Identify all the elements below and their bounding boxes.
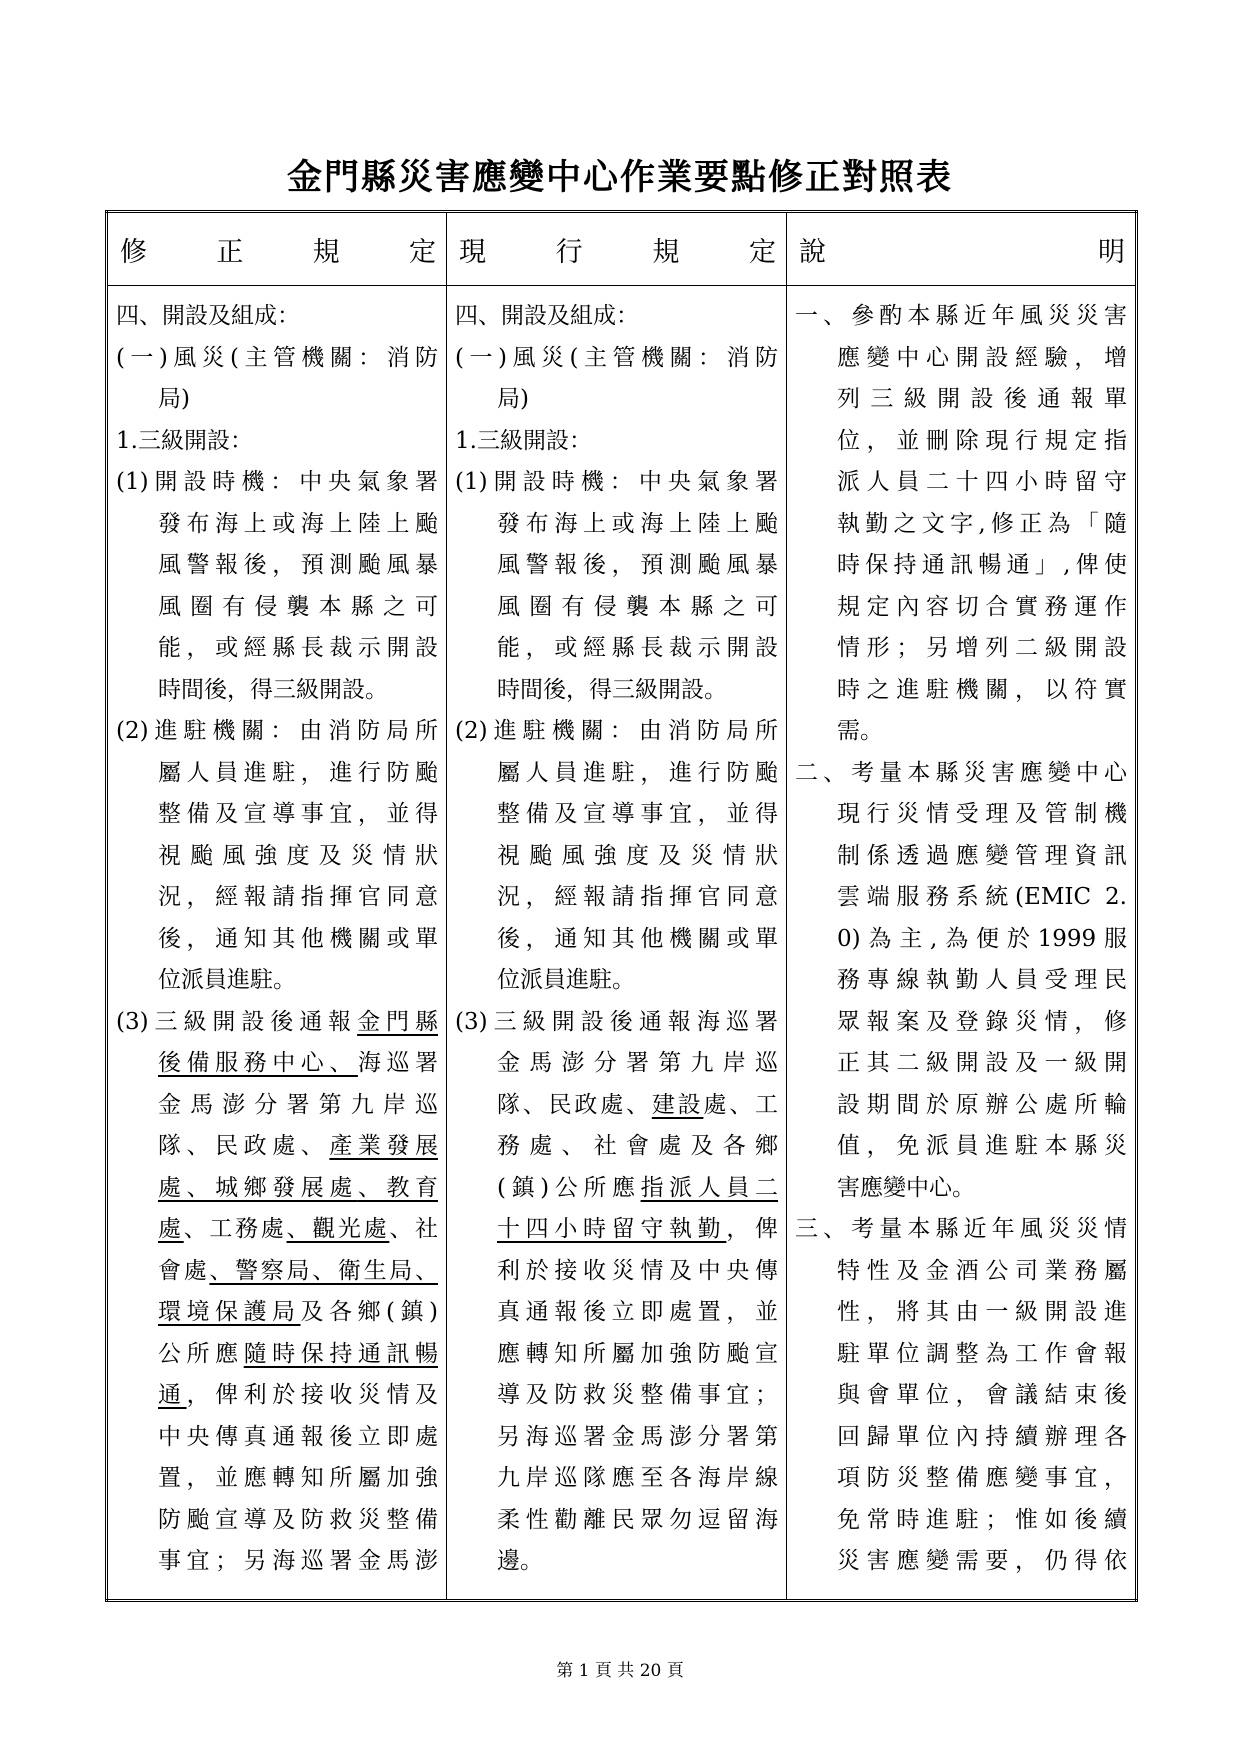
text-line [455, 1085, 778, 1127]
underlined-amendment: 指派人員二 [640, 1174, 778, 1201]
text-line [795, 1334, 1127, 1376]
text-line [455, 919, 778, 961]
text-line [455, 670, 778, 712]
text-line [116, 504, 438, 546]
content-row [107, 286, 1137, 1601]
text-line [116, 1168, 438, 1210]
text-run: 時保持通訊暢通」,俾使 [837, 552, 1127, 578]
underlined-amendment: 建設 [651, 1091, 704, 1118]
text-line [795, 1043, 1127, 1085]
text-line [116, 1085, 438, 1127]
text-line [116, 338, 438, 380]
text-line [455, 587, 778, 629]
text-line [116, 1417, 438, 1459]
text-run: 屬人員進駐，進行防颱 [158, 759, 438, 786]
text-line [455, 628, 778, 670]
text-line [795, 1458, 1127, 1500]
text-run: 金馬澎分署第九岸巡 [158, 1091, 438, 1118]
text-line [455, 1334, 778, 1376]
text-line [116, 753, 438, 795]
text-run: 會處 [158, 1257, 210, 1284]
text-run: 一、參酌本縣近年風災災害 [795, 303, 1127, 329]
text-line [795, 1375, 1127, 1417]
text-run: 駐單位調整為工作會報 [837, 1340, 1127, 1367]
text-run: 位派員進駐。 [158, 967, 296, 993]
text-line [795, 545, 1127, 587]
header-row [107, 212, 1137, 286]
text-run: 時間後，得三級開設。 [497, 676, 727, 703]
text-run: 中央傳真通報後立即處 [158, 1423, 438, 1450]
text-line [795, 1209, 1127, 1251]
text-line [455, 1209, 778, 1251]
text-line [455, 794, 778, 836]
page-title: 金門縣災害應變中心作業要點修正對照表 [286, 158, 953, 198]
text-run: (3)三級開設後通報海巡署 [455, 1008, 778, 1035]
text-run: 1.三級開設： [455, 427, 592, 454]
text-run: 金馬澎分署第九岸巡 [497, 1050, 778, 1076]
underlined-amendment: 金門縣 [357, 1008, 438, 1035]
text-run: 隊、民政處、 [158, 1133, 330, 1159]
underlined-amendment: 處、城鄉發展處 [158, 1174, 358, 1201]
underlined-amendment: 後備服務中心、 [158, 1050, 358, 1076]
text-run: (2)進駐機關：由消防局所 [455, 718, 778, 744]
text-run: 規定內容切合實務運作 [837, 593, 1127, 620]
text-line [455, 960, 778, 1002]
text-run: 雲端服務系統(EMIC 2. [837, 884, 1127, 910]
header-char: 明 [1098, 236, 1125, 268]
text-run: 三、考量本縣近年風災災情 [795, 1216, 1127, 1242]
text-run: 派人員二十四小時留守 [837, 469, 1127, 495]
header-note [787, 212, 1137, 286]
text-run: 位派員進駐。 [497, 967, 635, 993]
text-run: 風圈有侵襲本縣之可 [497, 593, 778, 620]
header-char: 規 [312, 236, 340, 268]
text-run: 四、開設及組成： [455, 303, 639, 329]
text-line [795, 1168, 1127, 1210]
underlined-amendment: 產業發展 [329, 1133, 438, 1159]
text-line [116, 462, 438, 504]
text-run: 四、開設及組成： [116, 303, 300, 329]
text-line [795, 1500, 1127, 1542]
text-run: 柔性勸離民眾勿逗留海 [497, 1506, 778, 1533]
text-run: 災害應變需要，仍得依 [837, 1548, 1127, 1574]
text-run: 務處、社會處及各鄉 [497, 1133, 778, 1159]
text-line [116, 1292, 438, 1334]
text-line [795, 1251, 1127, 1293]
header-char: 現 [459, 236, 486, 268]
text-run: 風警報後，預測颱風暴 [158, 552, 438, 578]
explanation-text [787, 286, 1135, 1583]
text-line [116, 379, 438, 421]
text-run: 能，或經縣長裁示開設 [158, 635, 438, 661]
underlined-amendment: 處 [158, 1216, 184, 1242]
underlined-amendment: 環境保護局 [158, 1299, 301, 1325]
text-run: 1.三級開設： [116, 427, 253, 454]
text-line [795, 960, 1127, 1002]
text-run: ，俾利於接收災情及 [186, 1382, 438, 1408]
text-run: 九岸巡隊應至各海岸線 [497, 1465, 778, 1491]
text-run: 列三級開設後通報單 [837, 386, 1127, 412]
text-line [116, 960, 438, 1002]
current-provisions-text [447, 286, 786, 1583]
header-char: 正 [216, 236, 244, 268]
text-run: 後，通知其他機關或單 [158, 925, 438, 952]
text-line [116, 670, 438, 712]
text-run: 務專線執勤人員受理民 [837, 967, 1127, 993]
text-run: 視颱風強度及災情狀 [497, 842, 778, 869]
text-run: 性，將其由一級開設進 [837, 1299, 1127, 1325]
underlined-amendment: 通 [158, 1382, 187, 1408]
text-run: 執勤之文字,修正為「隨 [837, 510, 1127, 537]
text-run: 害應變中心。 [837, 1174, 975, 1201]
header-revised [107, 212, 447, 286]
text-run: 情形；另增列二級開設 [837, 635, 1127, 661]
text-run: 現行災情受理及管制機 [837, 801, 1127, 827]
header-note-label [787, 213, 1135, 285]
text-line [455, 1375, 778, 1417]
header-char: 規 [652, 236, 680, 268]
text-run: 制係透過應變管理資訊 [837, 842, 1127, 869]
text-line [116, 587, 438, 629]
text-line [455, 338, 778, 380]
text-run: 應變中心開設經驗，增 [837, 344, 1127, 371]
text-line [116, 1209, 438, 1251]
text-line [116, 1126, 438, 1168]
text-run: 發布海上或海上陸上颱 [158, 510, 438, 537]
text-line [795, 379, 1127, 421]
text-run: 回歸單位內持續辦理各 [837, 1423, 1127, 1450]
text-run: 隊、民政處、 [497, 1091, 652, 1118]
revised-provisions-cell [107, 286, 447, 1601]
text-line [455, 379, 778, 421]
text-line [795, 711, 1127, 753]
header-revised-label [108, 213, 446, 285]
text-run: 眾報案及登錄災情，修 [837, 1008, 1127, 1035]
text-line [455, 421, 778, 463]
text-line [795, 628, 1127, 670]
text-run: (1)開設時機：中央氣象署 [455, 469, 778, 495]
text-line [455, 1126, 778, 1168]
text-run: 設期間於原辦公處所輪 [837, 1091, 1127, 1118]
text-run: 二、考量本縣災害應變中心 [795, 759, 1127, 786]
text-line [795, 670, 1127, 712]
text-run: 發布海上或海上陸上颱 [497, 510, 778, 537]
text-line [795, 1292, 1127, 1334]
text-run: 與會單位，會議結束後 [837, 1382, 1127, 1408]
text-run: 局) [158, 386, 190, 412]
text-run: 風警報後，預測颱風暴 [497, 552, 778, 578]
text-run: 免常時進駐；惟如後續 [837, 1506, 1127, 1533]
text-line [795, 919, 1127, 961]
text-run: (1)開設時機：中央氣象署 [116, 469, 438, 495]
text-line [455, 836, 778, 878]
text-line [455, 1500, 778, 1542]
text-line [116, 421, 438, 463]
text-run: 導及防救災整備事宜； [497, 1382, 778, 1408]
text-line [116, 1251, 438, 1293]
text-line [795, 1126, 1127, 1168]
text-run: (一)風災(主管機關：消防 [116, 344, 438, 371]
text-line [116, 1334, 438, 1376]
text-run: 利於接收災情及中央傳 [497, 1257, 778, 1284]
text-line [455, 1168, 778, 1210]
text-line [795, 1085, 1127, 1127]
text-line [455, 462, 778, 504]
text-run: 需。 [837, 718, 883, 744]
text-line [116, 1043, 438, 1085]
text-run: 公所應 [158, 1340, 244, 1367]
text-line [116, 711, 438, 753]
text-line [795, 1541, 1127, 1583]
text-run: 時間後，得三級開設。 [158, 676, 388, 703]
text-run: 視颱風強度及災情狀 [158, 842, 438, 869]
text-run: 處、工 [703, 1091, 778, 1118]
text-line [455, 1043, 778, 1085]
text-line [455, 1541, 778, 1583]
text-line [116, 836, 438, 878]
text-line [795, 1002, 1127, 1044]
underlined-amendment: 隨時保持通訊暢 [243, 1340, 438, 1367]
text-line [795, 296, 1127, 338]
header-current-label [447, 213, 786, 285]
text-run: 防颱宣導及防救災整備 [158, 1506, 438, 1533]
text-run: 能，或經縣長裁示開設 [497, 635, 778, 661]
text-line [116, 1002, 438, 1044]
text-run: ，俾 [726, 1216, 778, 1242]
header-char: 定 [748, 236, 776, 268]
text-run: 置，並應轉知所屬加強 [158, 1465, 438, 1491]
header-char: 修 [120, 236, 147, 268]
text-line [455, 753, 778, 795]
text-run: 及各鄉(鎮) [300, 1299, 438, 1325]
text-run: 應轉知所屬加強防颱宣 [497, 1340, 778, 1367]
header-char: 說 [799, 236, 826, 268]
text-line [116, 1541, 438, 1583]
text-line [795, 587, 1127, 629]
text-line [455, 504, 778, 546]
text-run: 項防災整備應變事宜， [837, 1465, 1127, 1491]
text-line [116, 919, 438, 961]
text-line [455, 711, 778, 753]
text-run: 風圈有侵襲本縣之可 [158, 593, 438, 620]
text-line [795, 421, 1127, 463]
text-line [116, 1458, 438, 1500]
text-line [795, 504, 1127, 546]
text-line [116, 1375, 438, 1417]
header-current [447, 212, 787, 286]
text-line [455, 1417, 778, 1459]
comparison-table [105, 210, 1138, 1602]
text-run: 真通報後立即處置，並 [497, 1299, 778, 1325]
text-line [116, 794, 438, 836]
underlined-amendment: 十四小時留守執勤 [497, 1216, 727, 1242]
underlined-amendment: 、教育 [357, 1174, 438, 1201]
text-run: 局) [497, 386, 529, 412]
text-line [795, 794, 1127, 836]
text-run: 正其二級開設及一級開 [837, 1050, 1127, 1076]
underlined-amendment: 、警察局、衛生局、 [209, 1257, 438, 1284]
header-char: 行 [555, 236, 583, 268]
text-line [795, 462, 1127, 504]
text-run: 0)為主,為便於1999服 [837, 925, 1127, 952]
text-line [795, 877, 1127, 919]
text-line [795, 836, 1127, 878]
text-line [116, 1500, 438, 1542]
text-run: 、社 [389, 1216, 438, 1242]
text-line [455, 1002, 778, 1044]
text-run: 、工務處 [183, 1216, 287, 1242]
text-run: 整備及宣導事宜，並得 [158, 801, 438, 827]
underlined-amendment: 、觀光處 [286, 1216, 390, 1242]
header-char: 定 [408, 236, 436, 268]
text-run: 屬人員進駐，進行防颱 [497, 759, 778, 786]
text-line [795, 753, 1127, 795]
text-run: (鎮)公所應 [497, 1174, 641, 1201]
text-line [795, 338, 1127, 380]
text-run: (3)三級開設後通報 [116, 1008, 358, 1035]
text-line [455, 1292, 778, 1334]
text-run: 另海巡署金馬澎分署第 [497, 1423, 778, 1450]
text-run: 況，經報請指揮官同意 [158, 884, 438, 910]
text-run: 後，通知其他機關或單 [497, 925, 778, 952]
text-line [455, 1251, 778, 1293]
current-provisions-cell [447, 286, 787, 1601]
text-run: 況，經報請指揮官同意 [497, 884, 778, 910]
text-run: (一)風災(主管機關：消防 [455, 344, 778, 371]
text-line [116, 296, 438, 338]
text-line [455, 1458, 778, 1500]
text-line [455, 877, 778, 919]
text-run: 事宜；另海巡署金馬澎 [158, 1548, 438, 1574]
text-line [455, 296, 778, 338]
text-run: 值，免派員進駐本縣災 [837, 1133, 1127, 1159]
text-run: 整備及宣導事宜，並得 [497, 801, 778, 827]
text-run: 特性及金酒公司業務屬 [837, 1257, 1127, 1284]
page-footer: 第 1 頁 共 20 頁 [556, 1661, 684, 1681]
text-line [795, 1417, 1127, 1459]
text-run: 位，並刪除現行規定指 [837, 427, 1127, 454]
text-line [455, 545, 778, 587]
explanation-cell [787, 286, 1137, 1601]
text-line [116, 877, 438, 919]
text-line [116, 628, 438, 670]
text-run: 時之進駐機關，以符實 [837, 676, 1127, 703]
revised-provisions-text [108, 286, 446, 1583]
text-run: 邊。 [497, 1548, 543, 1574]
text-run: 海巡署 [357, 1050, 438, 1076]
text-run: (2)進駐機關：由消防局所 [116, 718, 438, 744]
text-line [116, 545, 438, 587]
